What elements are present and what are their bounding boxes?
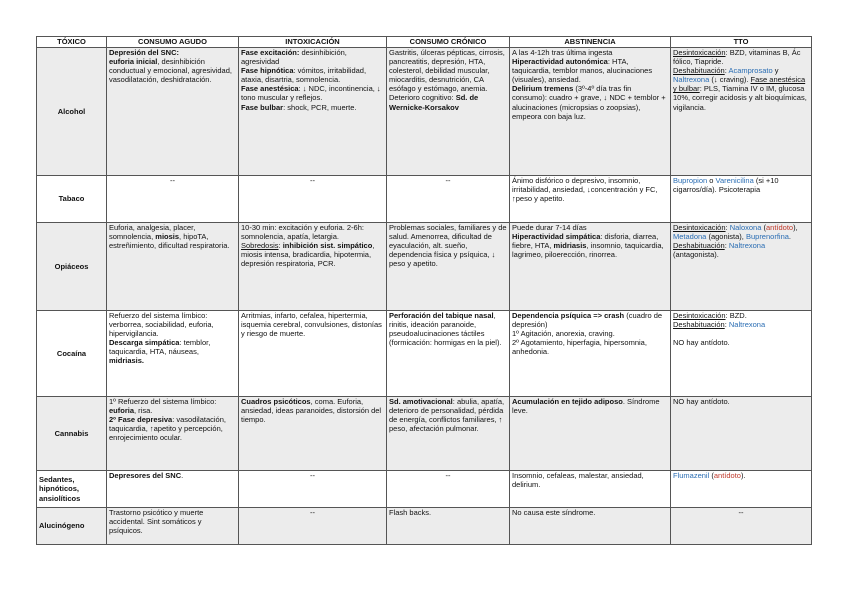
toxic-name: Tabaco bbox=[37, 176, 107, 223]
cell-intox: Cuadros psicóticos, coma. Euforia, ansiedad, ideas paranoides, distorsión del tiempo. bbox=[239, 397, 387, 471]
cell-agudo: Depresión del SNC: euforia inicial, desinhibición conductual y emocional, agresividad, vasodilatación, deshidratación. bbox=[107, 48, 239, 176]
cell-abst: No causa este síndrome. bbox=[510, 508, 671, 545]
cell-intox: 10-30 min: excitación y euforia. 2-6h: somnolencia, apatía, letargia. Sobredosis: inhibición sist. simpático, miosis intensa, bradicardia, hipotermia, depresión respiratoria, PCR. bbox=[239, 223, 387, 311]
cell-cronico: Sd. amotivacional: abulia, apatía, deterioro de personalidad, pérdida de energía, conflictos familiares, ↑ peso, afectación pulmonar. bbox=[387, 397, 510, 471]
cell-abst: Dependencia psíquica => crash (cuadro de depresión) 1º Agitación, anorexia, craving. 2º Agotamiento, hiperfagia, hipersomnia, anhedonia. bbox=[510, 311, 671, 397]
cell-abst: Ánimo disfórico o depresivo, insomnio, irritabilidad, ansiedad, ↓concentración y FC, ↑peso y apetito. bbox=[510, 176, 671, 223]
cell-tto: NO hay antídoto. bbox=[671, 397, 812, 471]
cell-cronico: Problemas sociales, familiares y de salud. Amenorrea, dificultad de eyaculación, alt. sueño, dependencia física y psíquica, ↓ peso y apetito. bbox=[387, 223, 510, 311]
cell-cronico: Perforación del tabique nasal, rinitis, ideación paranoide, pseudoalucinaciones táctiles (formicación: hormigas en la piel). bbox=[387, 311, 510, 397]
cell-agudo: Refuerzo del sistema límbico: verborrea, sociabilidad, euforia, hipervigilancia. Descarga simpática: temblor, taquicardia, HTA, náuseas, midriasis. bbox=[107, 311, 239, 397]
header-intoxicacion: INTOXICACIÓN bbox=[239, 37, 387, 48]
cell-intox: -- bbox=[239, 471, 387, 508]
cell-tto: Desintoxicación: Naloxona (antídoto), Metadona (agonista), Buprenorfina. Deshabituación: Naltrexona (antagonista). bbox=[671, 223, 812, 311]
cell-cronico: -- bbox=[387, 471, 510, 508]
cell-agudo: Depresores del SNC. bbox=[107, 471, 239, 508]
cell-cronico: Gastritis, úlceras pépticas, cirrosis, pancreatitis, depresión, HTA, colesterol, debilidad muscular, miocarditis, desnutrición, CA esófago y estómago, anemia. Deterioro cognitivo: Sd. de Wernicke-Korsakov bbox=[387, 48, 510, 176]
cell-tto: -- bbox=[671, 508, 812, 545]
table-row-opiaceos bbox=[37, 223, 812, 311]
table-row-cocaina bbox=[37, 311, 812, 397]
cell-tto: Desintoxicación: BZD. Deshabituación: Naltrexona NO hay antídoto. bbox=[671, 311, 812, 397]
cell-tto: Flumazenil (antídoto). bbox=[671, 471, 812, 508]
cell-intox: Arritmias, infarto, cefalea, hipertermia, isquemia cerebral, convulsiones, distonías y riesgo de muerte. bbox=[239, 311, 387, 397]
table-row-sedantes bbox=[37, 471, 812, 508]
cell-tto: Desintoxicación: BZD, vitaminas B, Ác fólico, Tiapride. Deshabituación: Acamprosato y Naltrexona (↓ craving). Fase anestésica y bulbar: PLS, Tiamina IV o IM, glucosa 10%, corregir acidosis y alt bioquímicas, vigilancia. bbox=[671, 48, 812, 176]
table-row-tabaco bbox=[37, 176, 812, 223]
header-row bbox=[37, 37, 812, 48]
toxic-name: Sedantes, hipnóticos, ansiolíticos bbox=[37, 471, 107, 508]
table-row-cannabis bbox=[37, 397, 812, 471]
header-consumo-cronico: CONSUMO CRÓNICO bbox=[387, 37, 510, 48]
cell-abst: Insomnio, cefaleas, malestar, ansiedad, delirium. bbox=[510, 471, 671, 508]
toxic-name: Opiáceos bbox=[37, 223, 107, 311]
cell-agudo: 1º Refuerzo del sistema límbico: euforia, risa. 2º Fase depresiva: vasodilatación, taquicardia, ↑apetito y percepción, enrojecimiento ocular. bbox=[107, 397, 239, 471]
cell-tto: Bupropion o Varenicilina (si +10 cigarros/día). Psicoterapia bbox=[671, 176, 812, 223]
cell-intox: Fase excitación: desinhibición, agresividad Fase hipnótica: vómitos, irritabilidad, ataxia, disartria, somnolencia. Fase anestésica: ↓ NDC, incontinencia, ↓ tono muscular y reflejos. Fase bulbar: shock, PCR, muerte. bbox=[239, 48, 387, 176]
cell-cronico: -- bbox=[387, 176, 510, 223]
cell-agudo: Euforia, analgesia, placer, somnolencia, miosis, hipoTA, estreñimiento, dificultad respiratoria. bbox=[107, 223, 239, 311]
table-row-alcohol bbox=[37, 48, 812, 176]
toxic-name: Cannabis bbox=[37, 397, 107, 471]
header-toxico: TÓXICO bbox=[37, 37, 107, 48]
toxic-name: Alucinógeno bbox=[37, 508, 107, 545]
toxic-name: Cocaína bbox=[37, 311, 107, 397]
cell-agudo: Trastorno psicótico y muerte accidental. Sint somáticos y psíquicos. bbox=[107, 508, 239, 545]
drug-summary-table bbox=[36, 36, 812, 545]
cell-cronico: Flash backs. bbox=[387, 508, 510, 545]
cell-abst: A las 4-12h tras última ingesta Hiperactividad autonómica: HTA, taquicardia, temblor manos, alucinaciones (visuales), ansiedad. Delirium tremens (3º-4º día tras fin consumo): cuadro + grave, ↓ NDC + temblor + alucinaciones (micropsias o zoopsias), empeora con baja luz. bbox=[510, 48, 671, 176]
table-row-alucinogeno bbox=[37, 508, 812, 545]
header-tto: TTO bbox=[671, 37, 812, 48]
cell-abst: Acumulación en tejido adiposo. Síndrome leve. bbox=[510, 397, 671, 471]
toxic-name: Alcohol bbox=[37, 48, 107, 176]
cell-agudo: -- bbox=[107, 176, 239, 223]
header-abstinencia: ABSTINENCIA bbox=[510, 37, 671, 48]
cell-intox: -- bbox=[239, 176, 387, 223]
header-consumo-agudo: CONSUMO AGUDO bbox=[107, 37, 239, 48]
cell-abst: Puede durar 7-14 días Hiperactividad simpática: disforia, diarrea, fiebre, HTA, midriasis, insomnio, taquicardia, lagrimeo, piloerección, rinorrea. bbox=[510, 223, 671, 311]
cell-intox: -- bbox=[239, 508, 387, 545]
